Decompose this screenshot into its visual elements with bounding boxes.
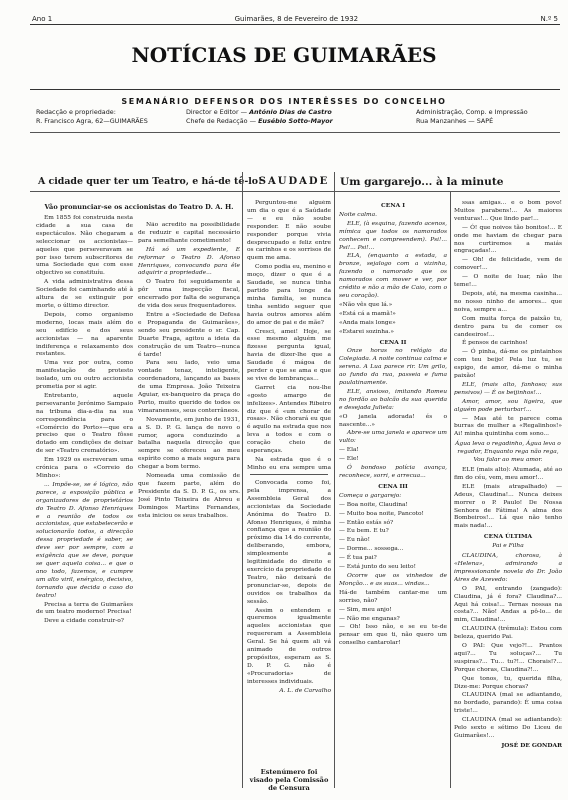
scene-line: — Boa noite, Claudina! (339, 501, 408, 508)
scene-line: — Muito boa noite, Pancoto! (339, 510, 424, 517)
assembleia-column (247, 480, 331, 762)
teatro-para: A vida administrativa dessa Sociedade foi caminhando até à altura de se extinguir por morte, o último director. (36, 279, 133, 309)
assembleia-para: Assim o entendem e queremos igualmente aqueles accionistas que requereram a Assembleia Geral. Se há quem ali vá animado de outros propósitos, esperam as S. D. P. G. não é «Procuradoria» de interesses individuais. (247, 607, 331, 685)
scene-line: CLAUDINA, chorosa, à «Helena», admirando a impressionante novela do Dr. João Aires de Azevedo: (454, 553, 562, 583)
scene-line: ELE (mais atrapalhado) — Adeus, Claudina!... Nunca deixes morrer o P. Paulo! De Nossa Senhora de Fátima! A alma dos Bombeiros!... Lá que não tenho mais nada!... (454, 483, 562, 530)
gargarejo-column-right (454, 200, 562, 790)
teatro-middle-para: O Teatro foi seguidamente a pôr uma inspecção fiscal, encerrado por falta de segurança de vida dos seus frequentadores. (138, 279, 240, 310)
column-rule (242, 172, 243, 788)
scene-line: — Ó pinha, dá-me os pintainhos com teu beijo! Pela luz tu, se espigo, de amor, dá-me o minha paixão! (454, 349, 562, 380)
scene-line: — Não me enganas? (339, 615, 400, 622)
scene-line: Amor, amor, sou ligeira, que alguém pode perturbar!... (454, 398, 562, 413)
scene-line: — Eu bem. E tu? (339, 528, 389, 535)
saudade-heading: SAUDADE (258, 176, 330, 187)
scene-line: ELE, (à esquina, fazendo acenos, mímica que todos os namorados conhecem e compreendem). Psi!... Psi!... Psi!... (339, 220, 447, 251)
teatro-middle-para: Nomeada uma comissão de que fazem parte, além do Presidente da S. D. P. G., os srs. José Pinto Teixeira de Abreu e Domingos Martins Fernandes, esta iniciou os seus trabalhos. (138, 473, 240, 519)
teatro-para: Deve a cidade construir-o? (44, 618, 124, 625)
scene-line: — Ela! (339, 447, 359, 454)
teatro-para: ... Impõe-se, se é lógico, não parece, a exposição pública e organizadores de proprietários do Teatro D. Afonso Henriques e a reunião de todos os accionistas, que estabelecerão e solucionarão todos, a direcção dessa propriedade é saber, se deve ser por sempre, com a exigência que se deve, porque se quer aquela coisa... e que o ano todo, fazemos, e cumpre um alto viril, enérgico, decisivo, tornando que decida o caso do teatro! (36, 481, 133, 599)
teatro-middle-para: Entre a «Sociedade de Defesa e Propaganda de Guimarães», sendo seu presidente o sr. Cap. Duarte Fraga, agitou a ideia da construção de um Teatro—nunca é tarde! (138, 311, 240, 358)
scene-line: — Então estás só? (339, 519, 394, 526)
teatro-para: Depois, como organismo moderno, locas mais além do seu edifício e dos seus accionistas — na aparente indiferença e relaxamento dos restantes. (36, 311, 133, 358)
scene-line: ELA, (enquanto a estada, a bronze, sejalogo com a vizinha, fazendo o namorado que os namorados com mover e ver, por crédito e não a mão de Caio, com o seu coração). (339, 253, 447, 299)
admin-label: Administração, Comp. e Impressão (416, 108, 528, 116)
teatro-para: Precisa a terra de Guimarães de um teatro moderno! Precisa! (36, 601, 133, 616)
masthead-bottom-rule (30, 89, 560, 90)
masthead-number: N.º 5 (540, 15, 558, 23)
scene-line: — O noite de luar, não lhe teme!... (454, 274, 562, 289)
scene-line: Depois, até, na mesma casinha... no nosso ninho de amores... que noiva, sempre a... (454, 290, 562, 313)
scene-line: O PAI, entrando (zangado): Claudina, já é fora? Claudina?... Aqui há coisa!... Ternas nossas na costa?... Não! Andas a pô-lo... de mim, Claudina!... (454, 585, 562, 624)
scene-verse: Água leva o regadinho, Água leva o regador, Enquanto rega não rega, Vou falar ao meu amor. (455, 441, 561, 464)
scene-subheading: Noite calma. (339, 211, 377, 218)
scene-line: CLAUDINA (trémula): Estou com beleza, querido Pai. (454, 626, 562, 641)
saudade-para: Perguntou-me alguém um dia o que é a Saúdade — e eu não soube responder. E não soube responder porque vivia desprecupado e feliz entre os carinhos e os sorrisos de quem me ama. (247, 200, 331, 262)
scene-heading: CENA II (379, 338, 407, 346)
scene-line: Ó bondoso polícia avança, reconhece, sorri, e arrecua... (339, 465, 447, 479)
scene-line: «O janela adorada! és o nascente...» (339, 413, 447, 428)
column-rule (450, 192, 451, 788)
scene-line: — Mas até te parece coma burras de mulher a «Regalinhos!» Ai! minha quintinha com sono... (454, 415, 562, 438)
saudade-para: Na estrada que é o Minho eu era sempre uma (247, 457, 331, 470)
teatro-para: Uma vez por outra, como manifestação de protesto isolado, um ou outro accionista prometia por si agir. (36, 360, 133, 391)
scene-line: Há-de também cantar-me um sorriso, não? (339, 589, 447, 604)
teatro-para: Em 1855 foi construída nesta cidade a sua casa de espectáculos. Não chegaram a seleccionar os accionistas—aqueles que perseveravam se por isso terem subscritores de uma Sociedade que com esse objectivo se constituíu. (36, 215, 133, 277)
staff-rule (30, 132, 560, 133)
scene-line: «Não vês que lá.» (339, 301, 393, 308)
scene-line: ssas amigas... e o bom povo! Muitos parabens!... As maiores venturas!... Que lindo par!... (454, 200, 562, 222)
scene-line: Que tonos, tu, querida filha, Dize-me: Porque choras? (454, 675, 562, 690)
assembleia-para: Convocada como foi, pela imprensa, a Assembleia Geral dos accionistas da Sociedade Anónima do Teatro D. Afonso Henriques, é minha confiança que a reunião do próximo dia 14 do corrente, deliberando, embora, simplesmente a legitimidade do direito e exercício da propriedade do Teatro, não deixará de pronunciar-se, depois de ouvidos os trabalhos da sessão. (247, 480, 331, 605)
saudade-para: Cresci, amei! Hoje, se esse mesmo alguém me fizesse pergunta igual, havia de dizer-lhe que a Saudade é mágoa de perder o que se ama e que se vive de lembranças... (247, 328, 331, 382)
scene-heading: CENA ÚLTIMA (483, 533, 533, 541)
scene-line: ELE (mais alto): Atumada, até ao fim do céu, vem, meu amor!... (454, 467, 562, 481)
scene-line: Com muita força de paixão tu, dentro para tu de comer os candeeiros!... (454, 315, 562, 338)
scene-line: «Estarei sozinha.» (339, 328, 394, 335)
teatro-column-left (36, 215, 133, 785)
director-label: Director e Editor — (186, 108, 248, 116)
teatro-middle-para: Não acredito na possibilidade de reduzir e capital necessário para semelhante cometimento! (138, 222, 240, 244)
scene-line: — Ó! que noivos tão bonitos!... E onde me haviam de chegar para nos curtiremos a maiás engraçadas!... (454, 224, 562, 255)
assembleia-signature: A. L. de Carvalho (279, 687, 331, 694)
redaccao-address: R. Francisco Agra, 62—GUIMARÃES (36, 116, 148, 125)
scene-line: CLAUDINA (mal se adiantando, no bordado, parando): É uma coisa triste!... (454, 692, 562, 715)
redaccao-label: Redacção e propriedade: (36, 108, 116, 116)
teatro-middle-para: Novamente, em junho de 1931, a S. D. P. G. lança de novo o rumor, agora conduzindo a batalha naquela direcção que sempre se ofereceu ao meu espírito como a mais segura para chegar a bom termo. (138, 416, 240, 471)
scene-heading: CENA III (378, 482, 408, 490)
scene-subheading: Começa o gargarejo: (339, 492, 402, 499)
chefe-label: Chefe de Redacção — (186, 116, 257, 125)
teatro-middle-para: Há só um expediente, E reformar o Teatro D. Afonso Henriques, convocando para êle adquirir a propriedade... (138, 246, 240, 277)
scene-line: «Anda mais longe» (339, 319, 396, 326)
scene-line: — Eu não! (339, 537, 370, 544)
masthead-year: Ano 1 (32, 15, 53, 23)
scene-subheading: Pai e Filha (492, 543, 524, 550)
scene-line: — Sim, meu anjo! (339, 606, 392, 613)
scene-line: — Oh! Isso não, e se eu te-de pensar em que ti, não quero um conselho cantarolar! (339, 624, 447, 647)
scene-line: — Está junto do seu leito! (339, 564, 416, 571)
scene-line: — É tua pai? (339, 555, 377, 562)
staff-director (186, 108, 333, 125)
scene-line: — Oh! de felicidade, vem de comover!... (454, 257, 562, 272)
headline-rule (30, 191, 560, 192)
gargarejo-signature: JOSÉ DE GONDAR (501, 741, 562, 749)
saudade-para: Como podia eu, menino e moço, dizer o que é a Saudade, se nunca tinha partido para longe da minha família, se nunca tinha sentido seguer que havia outros amores além do amor de pai e de mãe? (247, 264, 331, 326)
masthead-subtitle: SEMANÁRIO DEFENSOR DOS INTERÊSSES DO CONCELHO (121, 97, 447, 106)
director-name: António Dias de Castro (249, 108, 332, 116)
scene-line: É pensos de carinhos! (462, 340, 528, 347)
scene-heading: CENA I (381, 202, 405, 209)
teatro-headline: A cidade quer ter um Teatro, e há-de tê-lo! (38, 176, 263, 187)
masthead-date: Guimarães, 8 de Fevereiro de 1932 (234, 15, 359, 23)
staff-redaccao (36, 108, 148, 125)
column-rule (334, 172, 335, 788)
teatro-para: Em 1929 os escreveram uma crónica para o «Correio do Minho»: (36, 457, 133, 479)
teatro-para: Entretanto, aquele persevarante Jerónimo Sampaio na tribuna dia-a-dia na sua correspondência para o «Comércio do Porto»—que era preciso que o Teatro fôsse dotado em condições de deixar de ser «Teatro crematório». (36, 392, 133, 455)
admin-address: Rua Manzanhes — SAPÉ (416, 116, 494, 125)
scene-line: — Dorme... sossega... (339, 546, 404, 553)
scene-line: ELE, ansioso, imitando Romeu no fordão ao balcão da sua querida e desejada Julieta: (339, 388, 447, 411)
saudade-column (247, 200, 331, 470)
teatro-middle-para: Para seu lado, veio uma vontade tenaz, inteligente, coordenadora, lançando as bases de uma Empresa. João Teixeira Aguiar, ex-banqueiro da praça do Porto, muito querido de todos os vimaranenses, seus conterrâneos. (138, 360, 240, 414)
scene-line: ELE, (mais alto, fanhoso; sus pensivos) — É os beijinhos!... (454, 381, 562, 396)
scene-line: «Está cá a mamã!» (339, 310, 396, 317)
scene-line: O PAI: Que vejo?!... Prantos aqui?... Tu soluças?... Tu suspiras?... Tu... tu?!... Chorais!?... Porque choras, Claudina?!... (454, 643, 562, 673)
teatro-column-right (138, 222, 240, 766)
gargarejo-column-left (339, 200, 447, 790)
scene-line: Abre-se uma janela e aparece um vulto: (339, 430, 447, 445)
saudade-para: Garret cia nou-lhe «gosto amargo de infelizes». Antendes Ribeiro diz que é «um chorar de rosas». Não chorará eu que é aquilo na estrada que nos leva a todos e com o coração cheio de esperanças. (247, 384, 331, 455)
scene-line: CLAUDINA (mal se adiantando): Pelo sexto e sétimo Do Liceu de Guimarães!... (454, 717, 562, 739)
scene-line: — Ele! (339, 456, 359, 463)
chefe-name: Eusébio Sotto-Mayor (258, 116, 333, 125)
scene-line: Ocorre que os vinhedos de Monção... e as suas... vindas... (339, 572, 447, 587)
scene-line: Onze horas no relógio da Colegiada. A noite continua calma e serena. A Lua parece rir. Um grilo, ao fundo da rua, passeia e fuma paulatinamente. (339, 348, 447, 387)
saudade-rule (250, 474, 328, 475)
staff-admin (416, 108, 528, 125)
masthead-title: NOTÍCIAS DE GUIMARÃES (131, 43, 437, 67)
teatro-kicker: Vão pronunciar-se os accionistas do Teatro D. A. H. (44, 203, 234, 211)
censura-note: Estenúmero foi visado pela Comissão de Censura (249, 768, 329, 792)
gargarejo-headline: Um gargarejo... à la minute (340, 176, 504, 188)
